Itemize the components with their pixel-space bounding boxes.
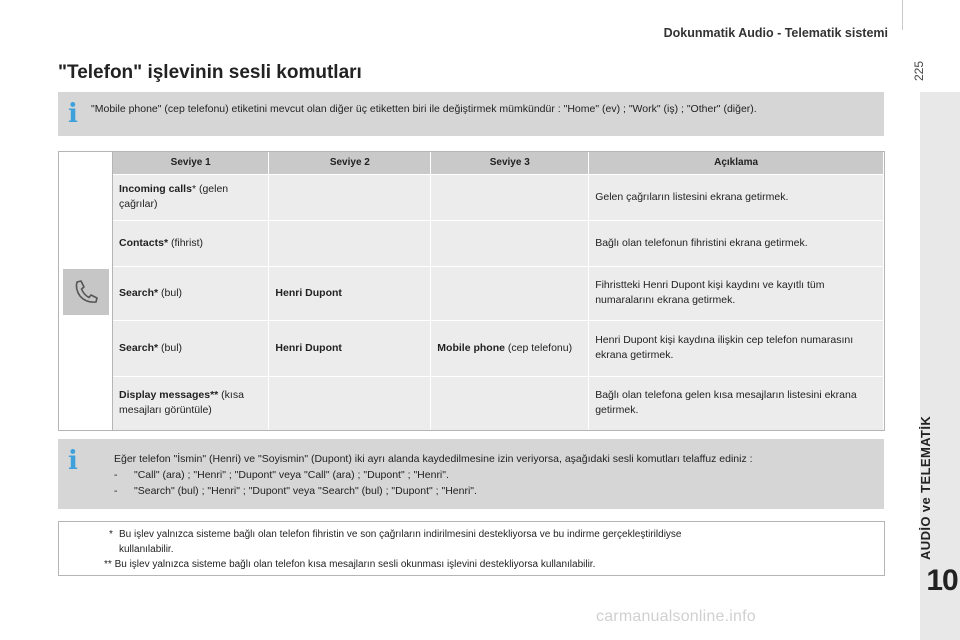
footnote-1: [109, 527, 876, 557]
command-word: Search: [119, 341, 155, 354]
level-1-cell: [113, 376, 269, 430]
phone-icon-column: [59, 152, 113, 430]
footnote-mark: *: [191, 183, 197, 195]
list-dash: -: [114, 485, 118, 497]
level-2-cell: [269, 220, 431, 266]
list-item-text: "Search" (bul) ; "Henri" ; "Dupont" veya "Search" (bul) ; "Dupont" ; "Henri".: [134, 485, 477, 497]
watermark: carmanualsonline.info: [596, 608, 756, 625]
command-translation: (kısa mesajları görüntüle): [119, 389, 244, 417]
command-word: Contacts: [119, 236, 164, 249]
footnote-mark: *: [163, 236, 169, 249]
level-1-cell: [113, 174, 269, 220]
footnote-text: Bu işlev yalnızca sisteme bağlı olan telefon kısa mesajların sesli okunması işlevini destekliyorsa kullanılabilir.: [111, 559, 596, 570]
header-level-1: Seviye 1: [113, 152, 269, 174]
info-icon: i: [68, 99, 78, 129]
footnote-text: Bu işlev yalnızca sisteme bağlı olan telefon fihristin ve son çağrıların indirilmesini destekliyorsa ve bu indirme gerçekleştirildiyse: [119, 529, 682, 540]
commands-grid: [113, 152, 884, 430]
info-box-label-note: [58, 92, 884, 136]
footnote-mark: **: [104, 559, 112, 570]
table-header-row: [113, 152, 884, 174]
section-title: "Telefon" işlevinin sesli komutları: [58, 62, 362, 83]
header-level-3: Seviye 3: [431, 152, 589, 174]
command-translation: (fihrist): [168, 236, 204, 249]
level-2-cell: [269, 376, 431, 430]
command-translation: (gelen çağrılar): [119, 183, 229, 210]
description-cell: Fihristteki Henri Dupont kişi kaydını ve kayıtlı tüm numaralarını ekrana getirmek.: [589, 266, 884, 320]
list-item: [114, 483, 876, 499]
footnote-mark: *: [109, 529, 113, 540]
command-translation: (bul): [158, 286, 183, 299]
info-text: [114, 451, 876, 499]
command-word: Search: [119, 286, 155, 299]
description-cell: Bağlı olan telefona gelen kısa mesajların listesini ekrana getirmek.: [589, 376, 884, 430]
level-1-cell: [113, 320, 269, 376]
info-box-name-commands: [58, 439, 884, 509]
footnote-text-continued: kullanılabilir.: [119, 544, 174, 555]
level-3-cell: Mobile phone (cep telefonu): [431, 320, 589, 376]
table-row: [113, 174, 884, 220]
footnote-mark: *: [154, 286, 159, 299]
top-rule: [902, 0, 903, 30]
level-2-cell: Henri Dupont: [269, 266, 431, 320]
footnotes-box: [58, 521, 885, 576]
info-intro: Eğer telefon "İsmin" (Henri) ve "Soyismin" (Dupont) iki ayrı alanda kaydedilmesine izin veriyorsa, aşağıdaki sesli komutları telaffuz ediniz :: [114, 453, 753, 465]
header-description: Açıklama: [589, 152, 884, 174]
level-1-cell: [113, 266, 269, 320]
header-level-2: Seviye 2: [269, 152, 431, 174]
list-item: [114, 467, 876, 483]
command-translation: (bul): [158, 341, 183, 354]
level-3-cell: [431, 174, 589, 220]
level-2-cell: Henri Dupont: [269, 320, 431, 376]
description-cell: Bağlı olan telefonun fihristini ekrana getirmek.: [589, 220, 884, 266]
table-row: [113, 266, 884, 320]
page-number: 225: [912, 60, 926, 82]
level-3-cell: [431, 266, 589, 320]
chapter-number: 10: [926, 564, 958, 597]
table-row: [113, 220, 884, 266]
level-1-cell: [113, 220, 269, 266]
level-3-cell: [431, 220, 589, 266]
command-word: Incoming calls: [119, 183, 192, 195]
level-3-cell: [431, 376, 589, 430]
table-row: [113, 320, 884, 376]
info-text: "Mobile phone" (cep telefonu) etiketini mevcut olan diğer üç etiketten biri ile değiştirmek mümkündür : "Home" (ev) ; "Work" (iş) ; "Other" (diğer).: [91, 103, 757, 115]
description-cell: Henri Dupont kişi kaydına ilişkin cep telefon numarasını ekrana getirmek.: [589, 320, 884, 376]
table-row: [113, 376, 884, 430]
footnote-2: [104, 557, 876, 572]
command-word: Display messages: [119, 389, 211, 402]
footnote-mark: **: [210, 389, 219, 402]
footnote-mark: *: [154, 341, 159, 354]
running-header: Dokunmatik Audio - Telematik sistemi: [663, 26, 888, 40]
level-2-cell: [269, 174, 431, 220]
voice-commands-table: [58, 151, 885, 431]
info-icon: i: [68, 446, 78, 476]
description-cell: Gelen çağrıların listesini ekrana getirmek.: [589, 174, 884, 220]
phone-handset-icon: [63, 269, 109, 315]
list-dash: -: [114, 469, 118, 481]
list-item-text: "Call" (ara) ; "Henri" ; "Dupont" veya "Call" (ara) ; "Dupont" ; "Henri".: [134, 469, 449, 481]
chapter-label: AUDİO ve TELEMATİK: [918, 415, 933, 560]
